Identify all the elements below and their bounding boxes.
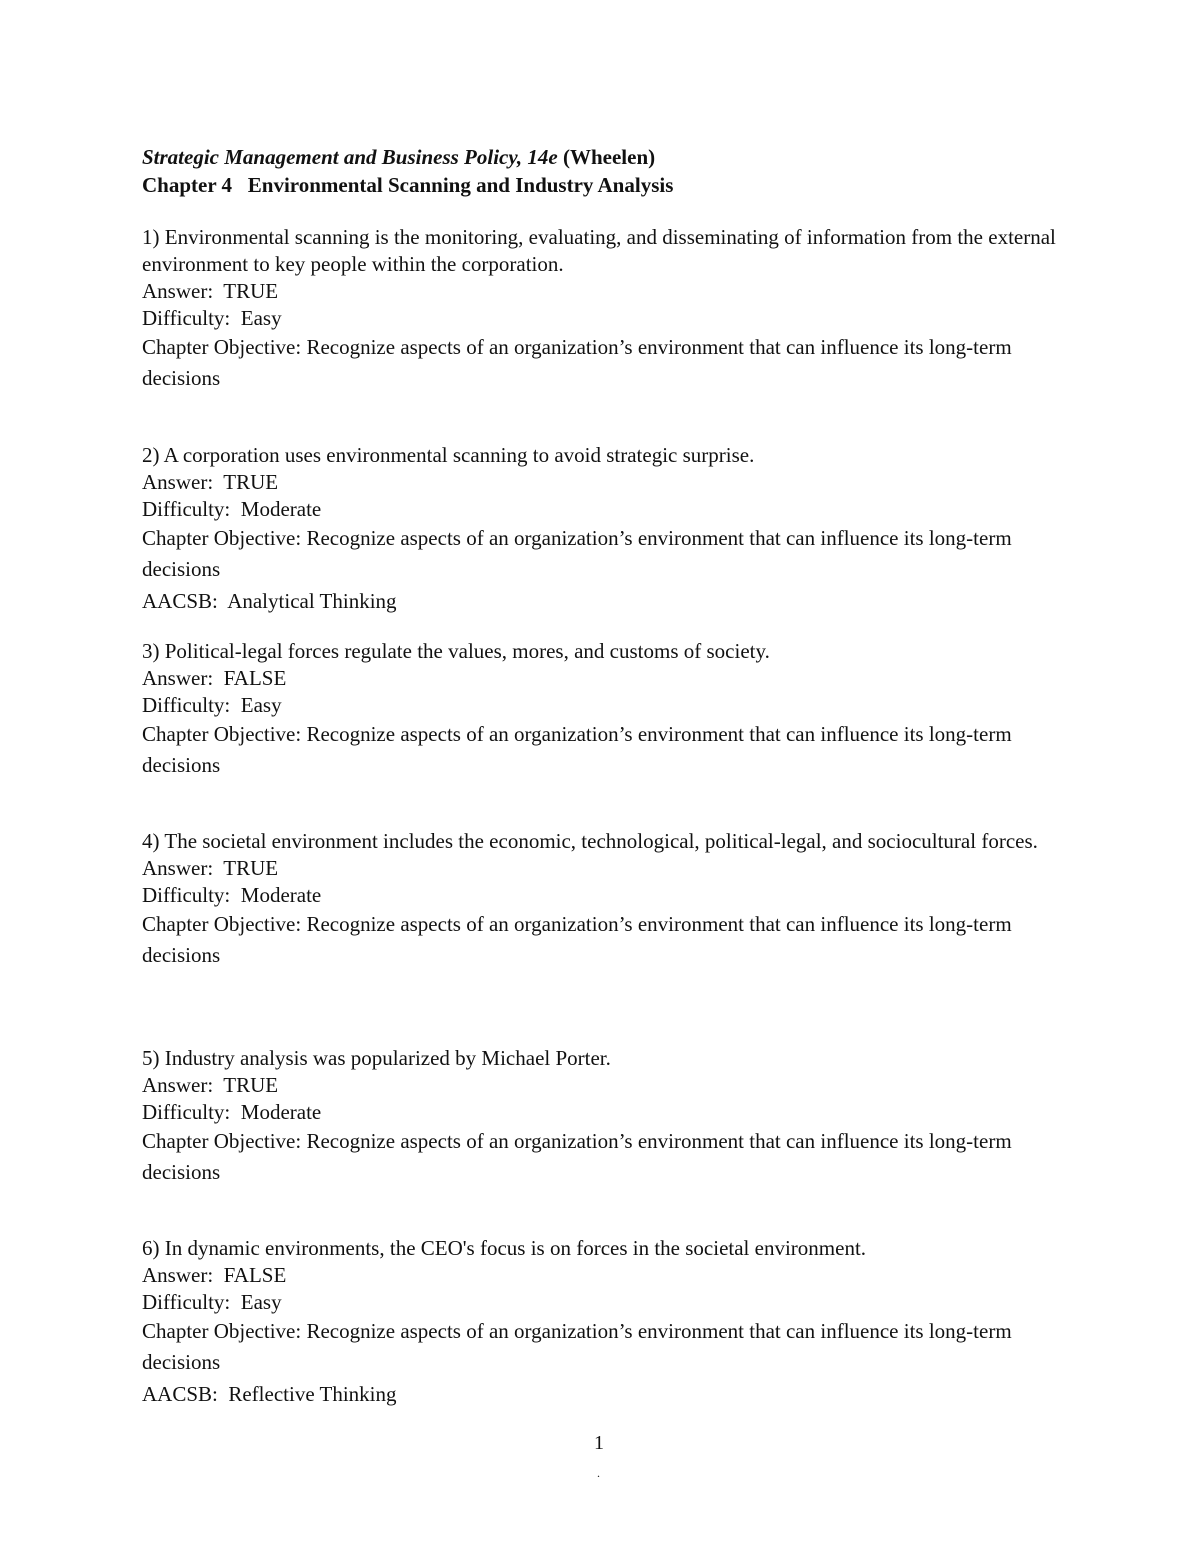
question-stem: 6) In dynamic environments, the CEO's focus is on forces in the societal environment. — [142, 1236, 867, 1260]
question-difficulty: Difficulty: Moderate — [142, 497, 322, 521]
question-answer: Answer: FALSE — [142, 1263, 287, 1287]
question-3 — [142, 638, 1082, 781]
page-number: 1 — [594, 1432, 604, 1454]
question-answer: Answer: TRUE — [142, 1073, 279, 1097]
question-difficulty: Difficulty: Easy — [142, 693, 282, 717]
question-stem: 2) A corporation uses environmental scanning to avoid strategic surprise. — [142, 443, 755, 467]
question-difficulty: Difficulty: Easy — [142, 306, 282, 330]
question-answer: Answer: FALSE — [142, 666, 287, 690]
question-stem: 3) Political-legal forces regulate the values, mores, and customs of society. — [142, 639, 770, 663]
question-stem: 5) Industry analysis was popularized by Michael Porter. — [142, 1046, 611, 1070]
book-title-line — [142, 143, 1092, 171]
question-5 — [142, 1045, 1082, 1188]
chapter-title: Chapter 4 Environmental Scanning and Industry Analysis — [142, 173, 674, 197]
question-objective: Chapter Objective: Recognize aspects of an organization’s environment that can influence its long-term decisions — [142, 335, 1012, 390]
question-2 — [142, 442, 1082, 617]
question-stem: 1) Environmental scanning is the monitoring, evaluating, and disseminating of information from the external environment to key people within the corporation. — [142, 225, 1056, 276]
question-objective: Chapter Objective: Recognize aspects of an organization’s environment that can influence its long-term decisions — [142, 912, 1012, 967]
document-header — [142, 143, 1092, 199]
question-answer: Answer: TRUE — [142, 279, 279, 303]
question-answer: Answer: TRUE — [142, 470, 279, 494]
question-1 — [142, 224, 1082, 394]
book-author: (Wheelen) — [562, 145, 656, 169]
question-objective: Chapter Objective: Recognize aspects of an organization’s environment that can influence its long-term decisions — [142, 526, 1012, 581]
question-objective: Chapter Objective: Recognize aspects of an organization’s environment that can influence its long-term decisions — [142, 1319, 1012, 1374]
question-4 — [142, 828, 1082, 971]
question-aacsb: AACSB: Analytical Thinking — [142, 589, 397, 613]
question-difficulty: Difficulty: Moderate — [142, 1100, 322, 1124]
question-answer: Answer: TRUE — [142, 856, 279, 880]
question-objective: Chapter Objective: Recognize aspects of an organization’s environment that can influence its long-term decisions — [142, 1129, 1012, 1184]
footer-dot: . — [597, 1466, 600, 1480]
question-difficulty: Difficulty: Moderate — [142, 883, 322, 907]
question-objective: Chapter Objective: Recognize aspects of an organization’s environment that can influence its long-term decisions — [142, 722, 1012, 777]
book-title: Strategic Management and Business Policy, 14e — [142, 145, 558, 169]
question-aacsb: AACSB: Reflective Thinking — [142, 1382, 397, 1406]
question-stem: 4) The societal environment includes the economic, technological, political-legal, and sociocultural forces. — [142, 829, 1038, 853]
question-6 — [142, 1235, 1082, 1410]
question-difficulty: Difficulty: Easy — [142, 1290, 282, 1314]
